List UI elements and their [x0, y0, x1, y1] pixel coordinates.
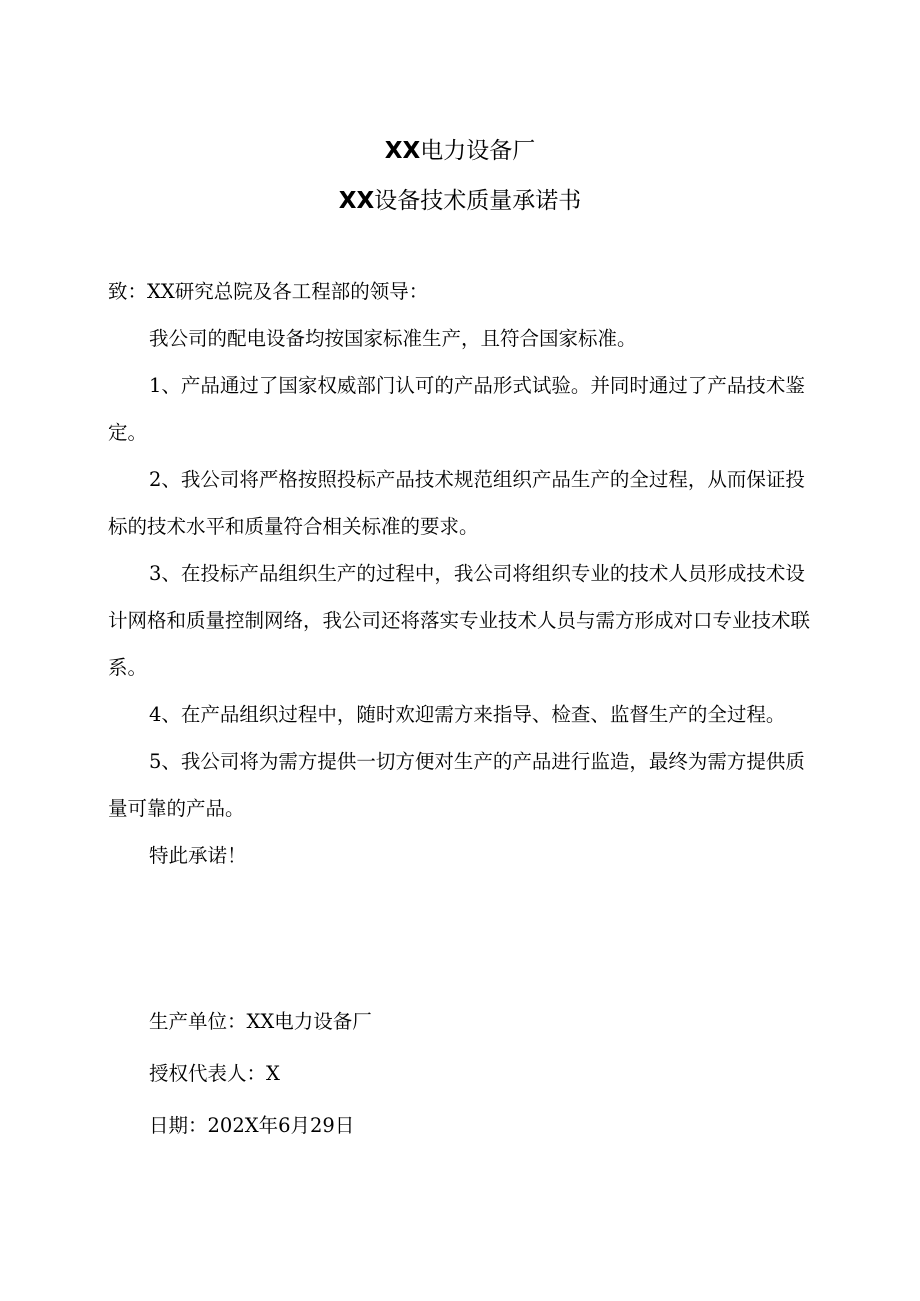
- paragraph-closing: 特此承诺！: [149, 844, 247, 867]
- signature-block: [149, 996, 749, 1152]
- document-title-name: 设备技术质量承诺书: [374, 188, 582, 214]
- company-title-name: 电力设备厂: [420, 138, 536, 164]
- paragraph-item-3: 3、在投标产品组织生产的过程中，我公司将组织专业的技术人员形成技术设计网格和质量控制网络，我公司还将落实专业技术人员与需方形成对口专业技术联系。: [108, 562, 811, 679]
- company-title: [0, 136, 920, 166]
- paragraph-item-1: 1、产品通过了国家权威部门认可的产品形式试验。并同时通过了产品技术鉴定。: [108, 374, 805, 444]
- document-title: [0, 186, 920, 216]
- paragraph-item-2: 2、我公司将严格按照投标产品技术规范组织产品生产的全过程，从而保证投标的技术水平和质量符合相关标准的要求。: [108, 468, 805, 538]
- salutation-text: 致：XX研究总院及各工程部的领导：: [108, 280, 429, 303]
- paragraph-item-4: 4、在产品组织过程中，随时欢迎需方来指导、检查、监督生产的全过程。: [149, 703, 786, 726]
- paragraph-item-5: 5、我公司将为需方提供一切方便对生产的产品进行监造，最终为需方提供质量可靠的产品。: [108, 750, 805, 820]
- company-title-prefix: XX: [384, 138, 421, 164]
- document-title-prefix: XX: [338, 188, 375, 214]
- production-unit: 生产单位：XX电力设备厂: [149, 1010, 372, 1033]
- authorized-representative: 授权代表人：X: [149, 1062, 280, 1085]
- paragraph-intro: 我公司的配电设备均按国家标准生产，且符合国家标准。: [149, 327, 637, 350]
- body-paragraphs: [108, 315, 812, 879]
- salutation: [108, 268, 812, 315]
- sign-date: 日期：202X年6月29日: [149, 1114, 355, 1137]
